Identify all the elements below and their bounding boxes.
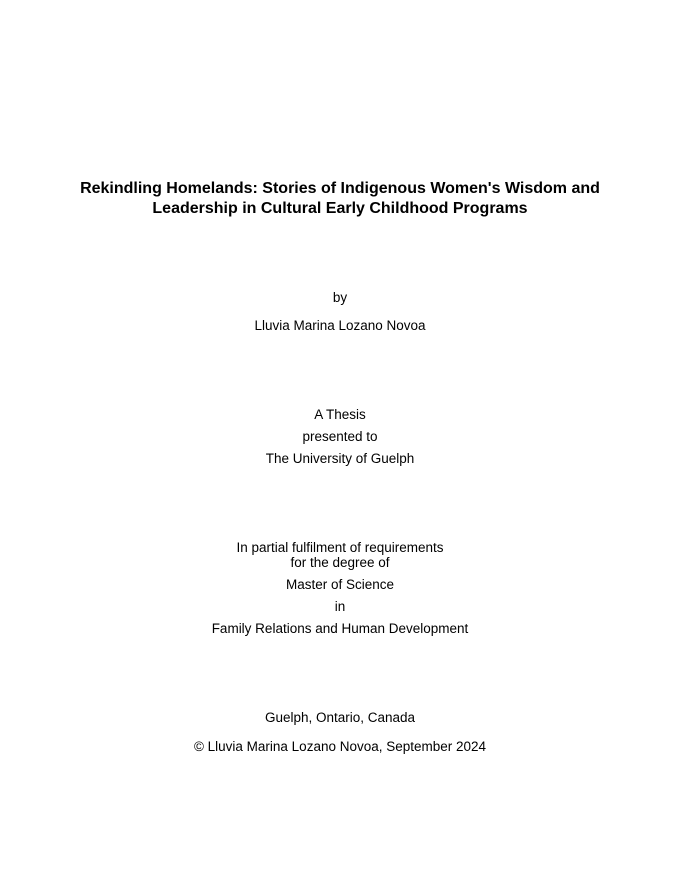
thesis-title-line-2: Leadership in Cultural Early Childhood Programs <box>152 200 528 217</box>
copyright-notice: © Lluvia Marina Lozano Novoa, September 2024 <box>193 739 487 754</box>
degree-name: Master of Science <box>285 577 395 592</box>
thesis-title-line-1: Rekindling Homelands: Stories of Indigenous Women's Wisdom and <box>80 180 600 197</box>
location: Guelph, Ontario, Canada <box>264 710 416 725</box>
by-label: by <box>332 290 348 305</box>
thesis-label: A Thesis <box>314 407 366 422</box>
program-name: Family Relations and Human Development <box>211 621 469 636</box>
in-label: in <box>334 599 346 614</box>
university-name: The University of Guelph <box>265 451 415 466</box>
author-name: Lluvia Marina Lozano Novoa <box>254 318 426 333</box>
presented-to-label: presented to <box>302 429 378 444</box>
fulfilment-statement: In partial fulfilment of requirements <box>236 540 444 555</box>
degree-of-label: for the degree of <box>290 555 390 570</box>
